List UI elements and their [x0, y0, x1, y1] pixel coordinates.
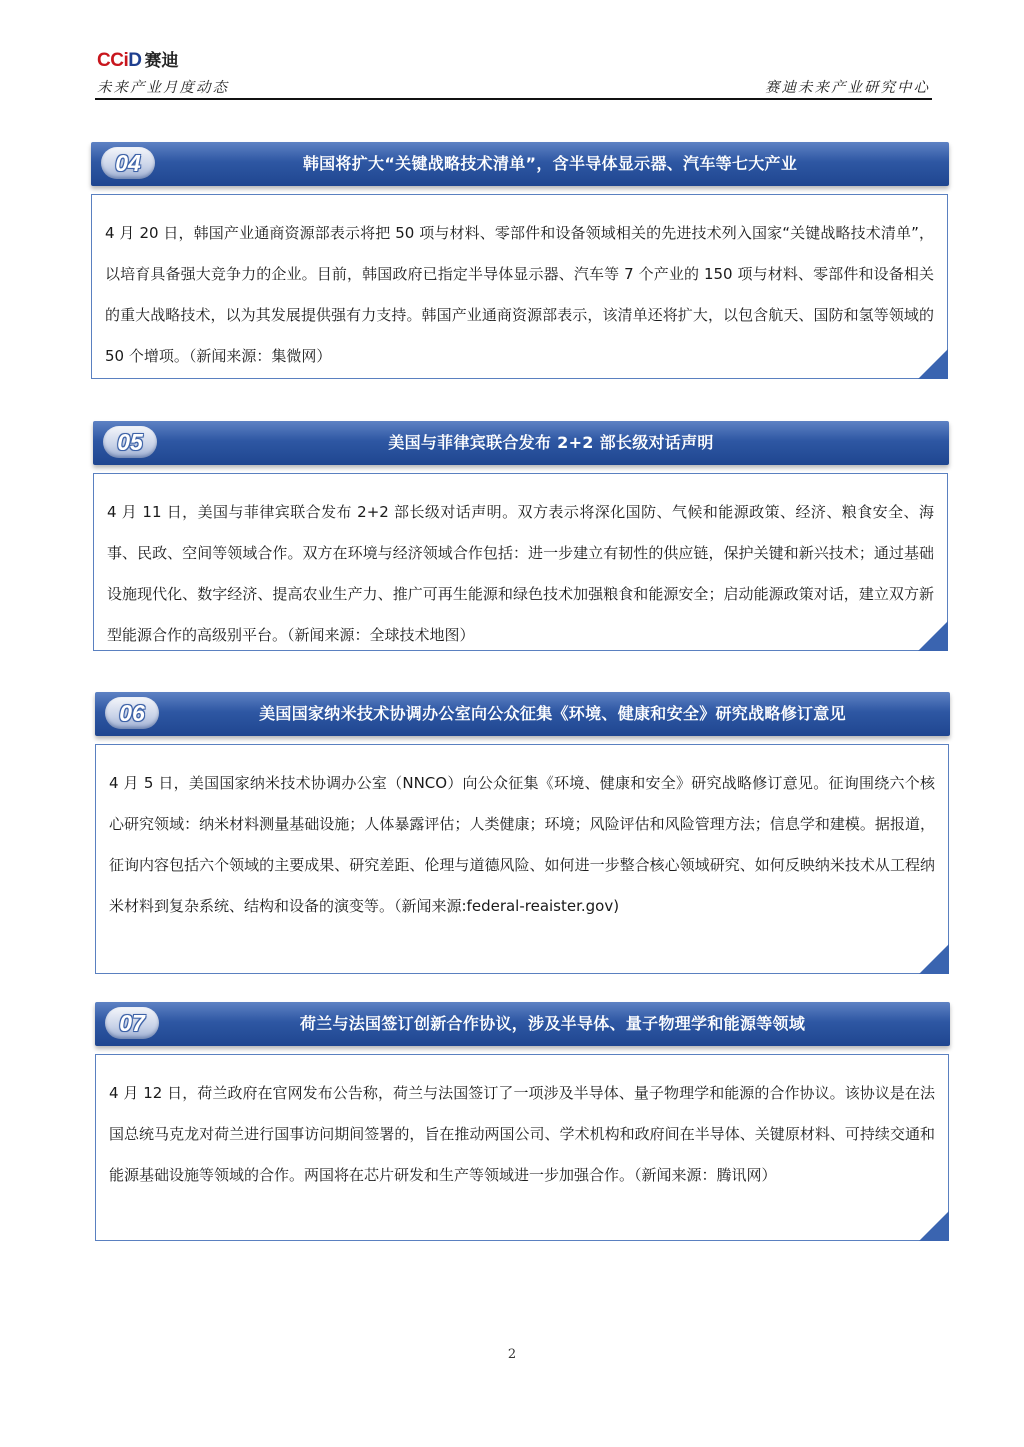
section-number-badge	[105, 697, 159, 729]
section-number: 07	[119, 1010, 145, 1036]
section-body-text: 4 月 12 日，荷兰政府在官网发布公告称，荷兰与法国签订了一项涉及半导体、量子物理学和能源的合作协议。该协议是在法国总统马克龙对荷兰进行国事访问期间签署的，旨在推动两国公司、学术机构和政府间在半导体、关键原材料、可持续交通和能源基础设施等领域的合作。两国将在芯片研发和生产等领域进一步加强合作。（新闻来源：腾讯网）	[109, 1084, 935, 1184]
section-number-badge	[105, 1007, 159, 1039]
logo-d: D	[128, 50, 142, 71]
header-right-title: 赛迪未来产业研究中心	[765, 80, 930, 96]
page-header	[95, 50, 932, 100]
section-content-box	[91, 194, 948, 379]
section-body-text: 4 月 5 日，美国国家纳米技术协调办公室（NNCO）向公众征集《环境、健康和安全》研究战略修订意见。征询围绕六个核心研究领域：纳米材料测量基础设施；人体暴露评估；人类健康；环境；风险评估和风险管理方法；信息学和建模。据报道，征询内容包括六个领域的主要成果、研究差距、伦理与道德风险、如何进一步整合核心领域研究、如何反映纳米技术从工程纳米材料到复杂系统、结构和设备的演变等。（新闻来源:federal-reaister.gov)	[109, 774, 935, 915]
section-content-box	[95, 1054, 949, 1241]
section-banner	[95, 1002, 950, 1046]
ccid-logo	[97, 50, 178, 72]
header-left-title: 未来产业月度动态	[97, 80, 229, 96]
logo-chinese: 赛迪	[144, 51, 179, 71]
logo-i: i	[123, 50, 129, 71]
section-number: 05	[117, 429, 143, 455]
section-banner	[93, 421, 949, 465]
section-title: 美国国家纳米技术协调办公室向公众征集《环境、健康和安全》研究战略修订意见	[259, 704, 846, 723]
section-content-box	[95, 744, 949, 974]
section-banner	[95, 692, 950, 736]
section-banner	[91, 142, 949, 186]
section-title: 荷兰与法国签订创新合作协议，涉及半导体、量子物理学和能源等领域	[299, 1014, 806, 1033]
corner-triangle-decoration	[919, 1211, 949, 1241]
section-title: 美国与菲律宾联合发布 2+2 部长级对话声明	[388, 433, 714, 452]
section-title: 韩国将扩大“关键战略技术清单”，含半导体显示器、汽车等七大产业	[302, 154, 798, 173]
section-number: 04	[115, 150, 141, 176]
section-body-text: 4 月 20 日，韩国产业通商资源部表示将把 50 项与材料、零部件和设备领域相关的先进技术列入国家“关键战略技术清单”，以培育具备强大竞争力的企业。目前，韩国政府已指定半导体显示器、汽车等 7 个产业的 150 项与材料、零部件和设备相关的重大战略技术，以为其发展提供强有力支持。韩国产业通商资源部表示，该清单还将扩大，以包含航天、国防和氢等领域的 50 个增项。（新闻来源：集微网）	[105, 224, 934, 365]
section-number-badge	[103, 426, 157, 458]
section-body-text: 4 月 11 日，美国与菲律宾联合发布 2+2 部长级对话声明。双方表示将深化国防、气候和能源政策、经济、粮食安全、海事、民政、空间等领域合作。双方在环境与经济领域合作包括：进一步建立有韧性的供应链，保护关键和新兴技术；通过基础设施现代化、数字经济、提高农业生产力、推广可再生能源和绿色技术加强粮食和能源安全；启动能源政策对话，建立双方新型能源合作的高级别平台。（新闻来源：全球技术地图）	[107, 503, 934, 644]
corner-triangle-decoration	[918, 349, 948, 379]
logo-cc: CC	[97, 50, 124, 71]
section-content-box	[93, 473, 948, 651]
corner-triangle-decoration	[918, 621, 948, 651]
corner-triangle-decoration	[919, 944, 949, 974]
page-number: 2	[507, 1347, 517, 1362]
header-divider	[95, 98, 932, 100]
section-number: 06	[119, 700, 145, 726]
section-number-badge	[101, 147, 155, 179]
